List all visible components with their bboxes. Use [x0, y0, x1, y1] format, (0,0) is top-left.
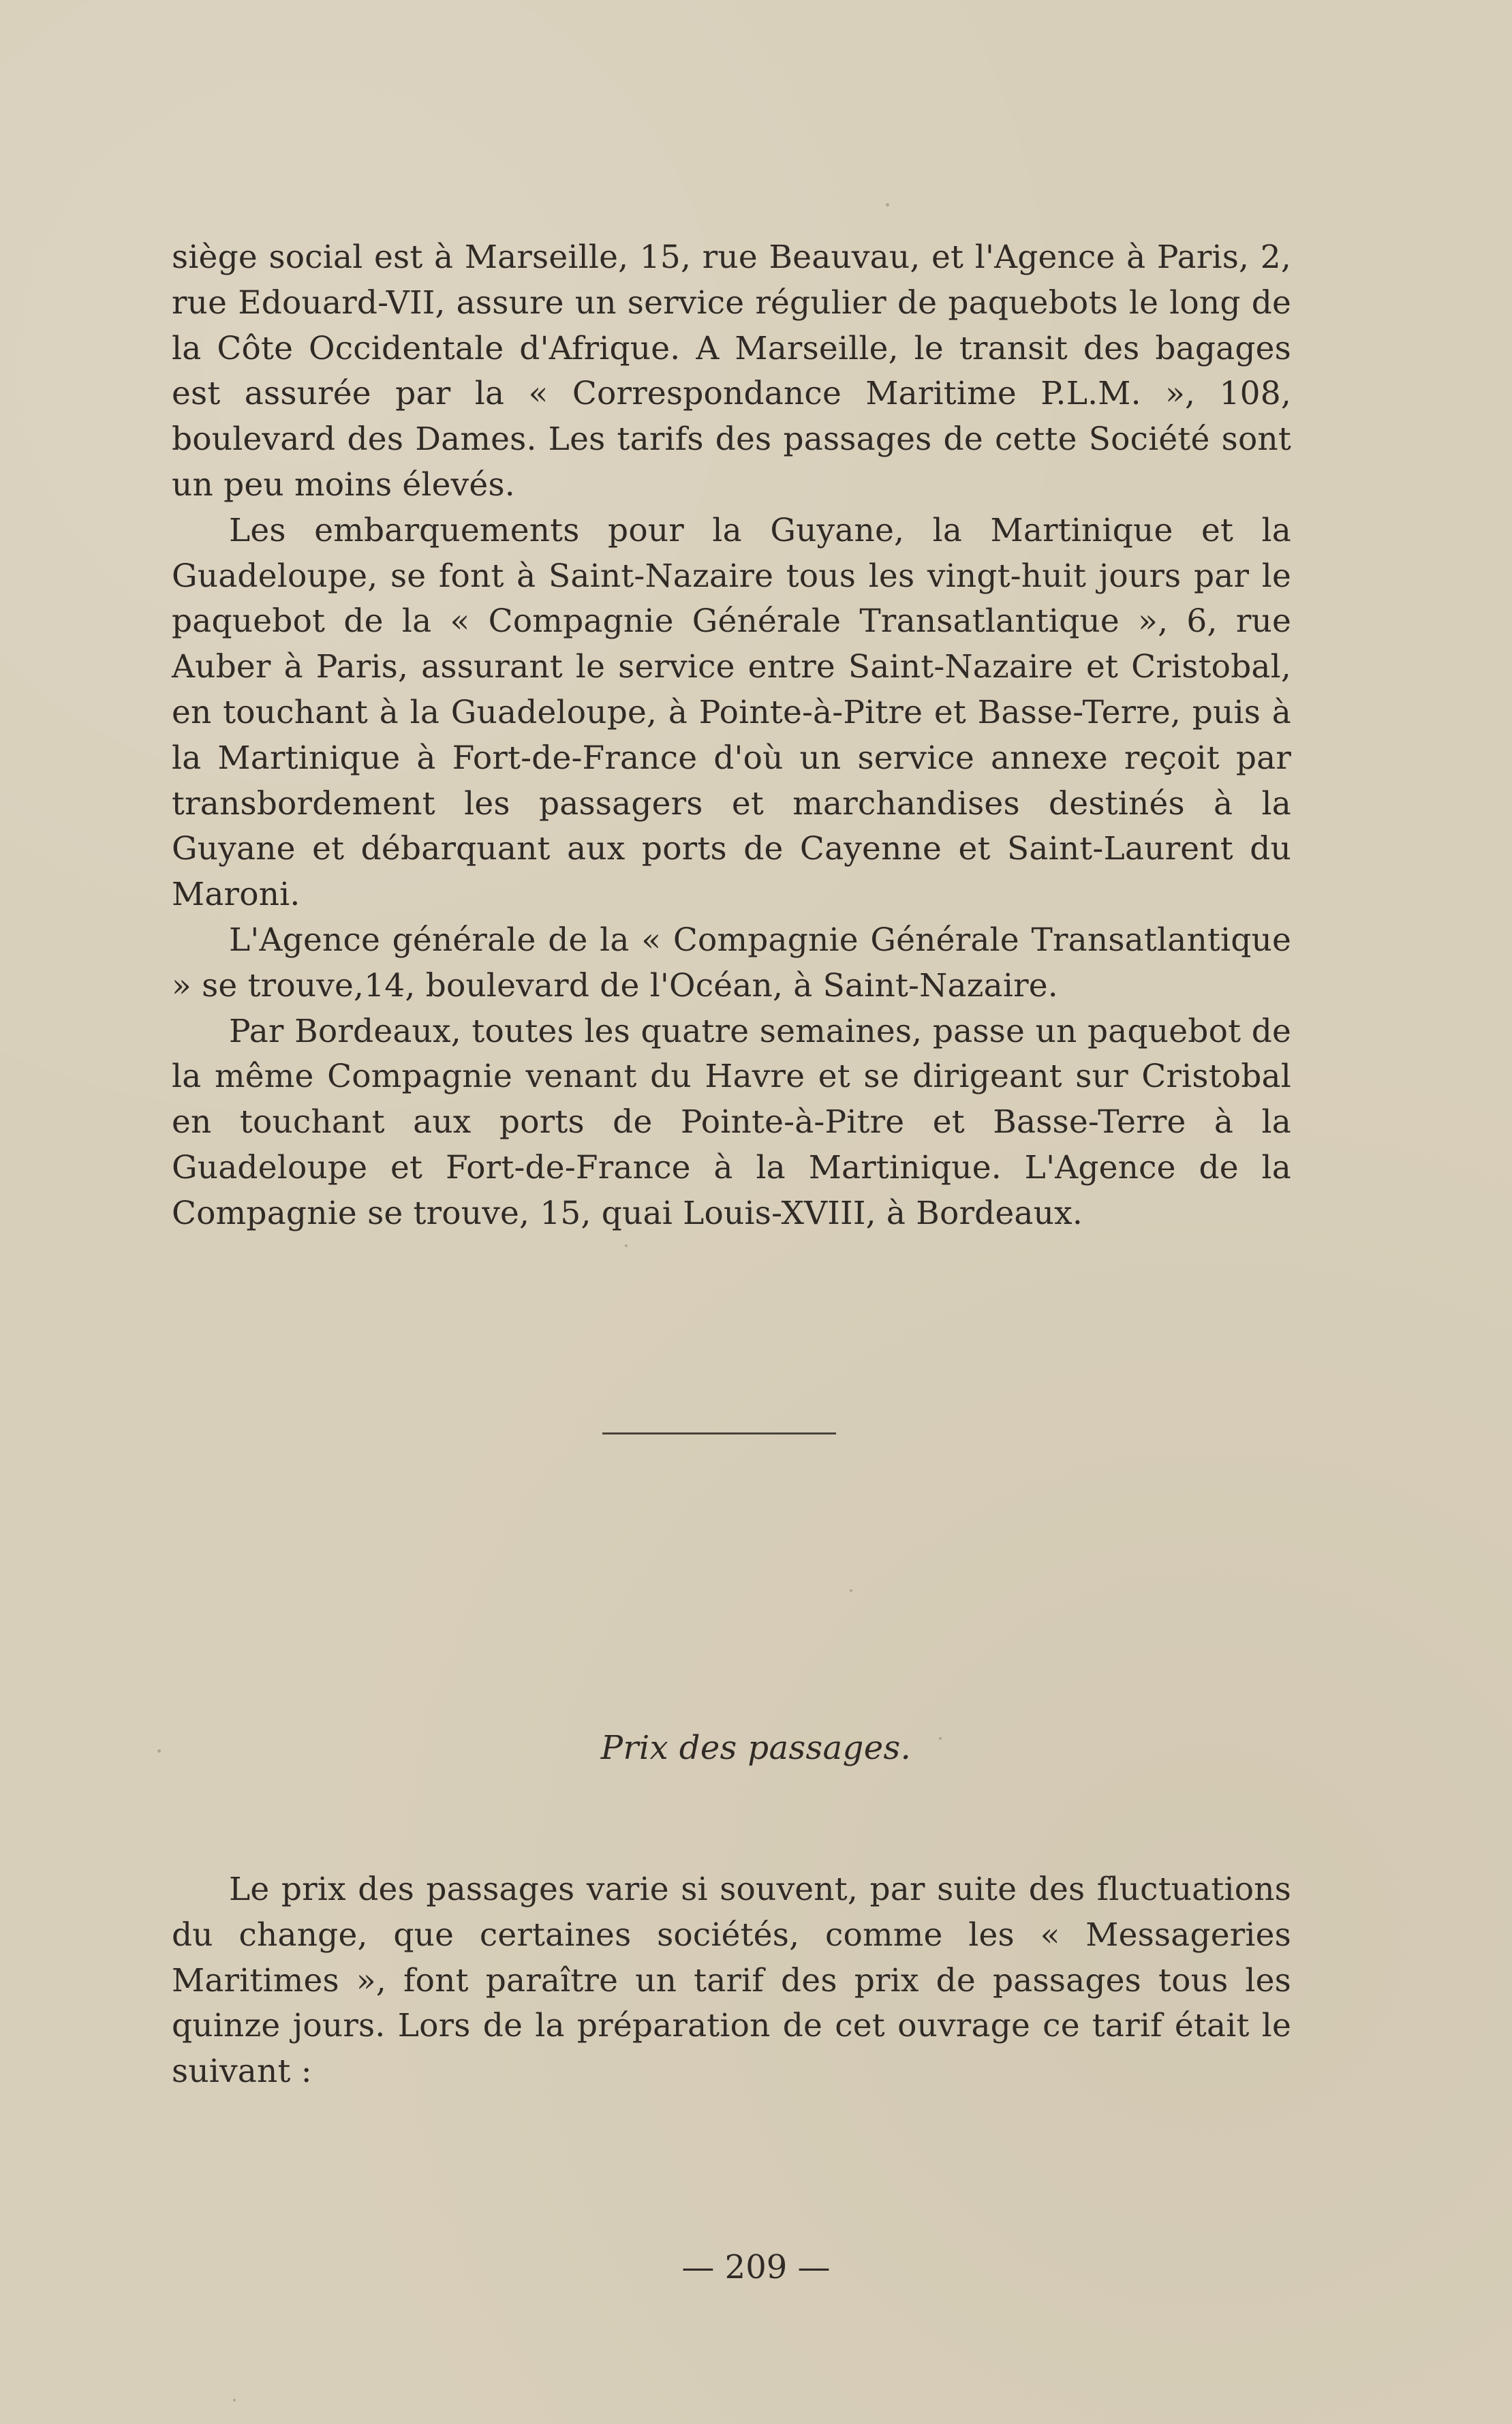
paper-speck: [233, 2399, 236, 2402]
paragraph-agence-generale: L'Agence générale de la « Compagnie Générale Transatlantique » se trouve,14, boulevard de l'Océan, à Saint-Nazaire.: [172, 921, 1291, 1004]
paper-speck: [939, 1737, 942, 1740]
paper-speck: [886, 203, 889, 206]
paper-speck: [625, 1244, 628, 1247]
section-divider: [602, 1432, 836, 1435]
paragraph-embarquements: Les embarquements pour la Guyane, la Martinique et la Guadeloupe, se font à Saint-Nazaire tous les vingt-huit jours par le paquebot de la « Compagnie Générale Transatlantique », 6, rue Auber à Paris, assurant le service entre Saint-Nazaire et Cristobal, en touchant à la Guadeloupe, à Pointe-à-Pitre et Basse-Terre, puis à la Martinique à Fort-de-France d'où un service annexe reçoit par transbordement les passagers et marchandises destinés à la Guyane et débarquant aux ports de Cayenne et Saint-Laurent du Maroni.: [172, 511, 1291, 914]
paragraph-continuation: siège social est à Marseille, 15, rue Beauvau, et l'Agence à Paris, 2, rue Edouard-VII, assure un service régulier de paquebots le long de la Côte Occidentale d'Afrique. A Marseille, le transit des bagages est assurée par la « Correspondance Maritime P.L.M. », 108, boulevard des Dames. Les tarifs des passages de cette Société sont un peu moins élevés.: [172, 239, 1291, 504]
bottom-text-block: [172, 1867, 1291, 2095]
page-number: — 209 —: [681, 2248, 831, 2286]
paragraph-prix-passages: Le prix des passages varie si souvent, par suite des fluctuations du change, que certaines sociétés, comme les « Messageries Maritimes », font paraître un tarif des prix de passages tous les quinze jours. Lors de la préparation de cet ouvrage ce tarif était le suivant :: [172, 1871, 1291, 2091]
top-text-block: [172, 235, 1291, 1237]
paper-speck: [157, 1749, 161, 1753]
paper-speck: [850, 1589, 852, 1592]
section-title: Prix des passages.: [600, 1729, 912, 1767]
paragraph-bordeaux: Par Bordeaux, toutes les quatre semaines, passe un paquebot de la même Compagnie venant du Havre et se dirigeant sur Cristobal en touchant aux ports de Pointe-à-Pitre et Basse-Terre à la Guadeloupe et Fort-de-France à la Martinique. L'Agence de la Compagnie se trouve, 15, quai Louis-XVIII, à Bordeaux.: [172, 1012, 1291, 1232]
